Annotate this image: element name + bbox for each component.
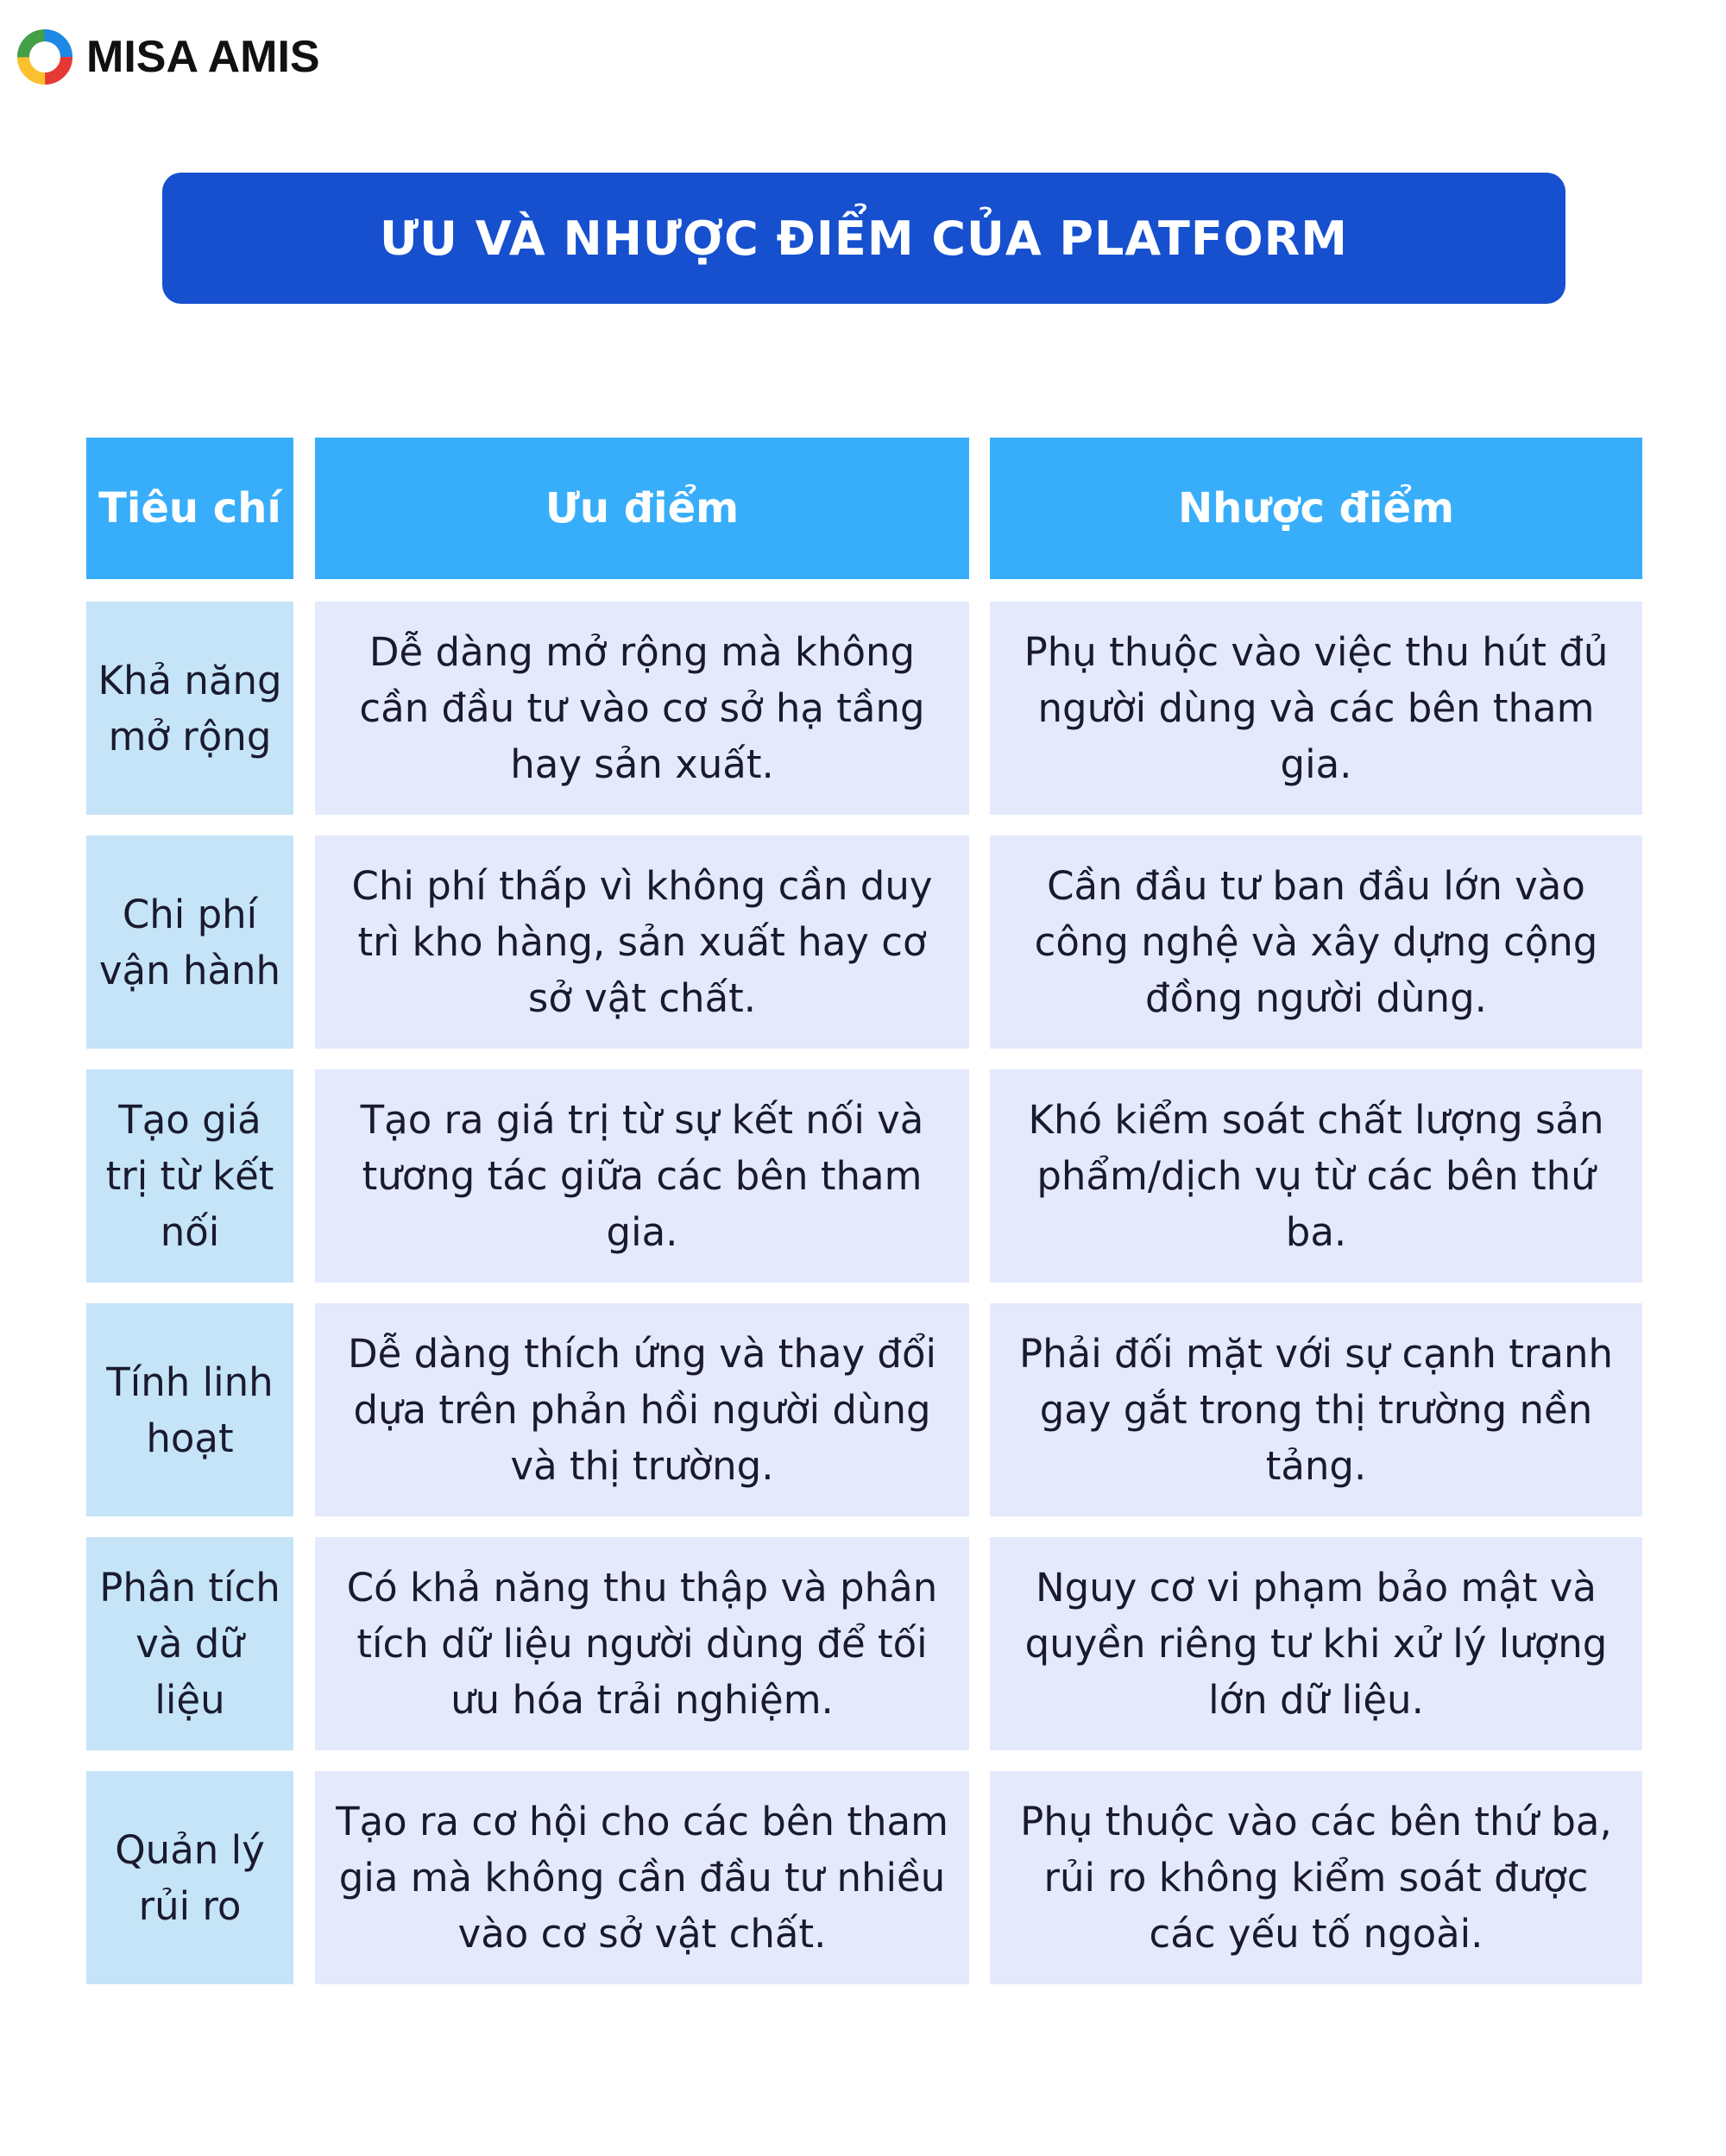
- pro-cell: Dễ dàng mở rộng mà không cần đầu tư vào cơ sở hạ tầng hay sản xuất.: [315, 602, 969, 815]
- con-cell: Khó kiểm soát chất lượng sản phẩm/dịch vụ từ các bên thứ ba.: [990, 1069, 1642, 1283]
- pro-cell: Dễ dàng thích ứng và thay đổi dựa trên phản hồi người dùng và thị trường.: [315, 1303, 969, 1516]
- header-cons: Nhược điểm: [990, 438, 1642, 579]
- con-cell: Cần đầu tư ban đầu lớn vào công nghệ và xây dựng cộng đồng người dùng.: [990, 835, 1642, 1049]
- criterion-cell: Tạo giá trị từ kết nối: [86, 1069, 293, 1283]
- criterion-cell: Khả năng mở rộng: [86, 602, 293, 815]
- pro-cell: Tạo ra cơ hội cho các bên tham gia mà không cần đầu tư nhiều vào cơ sở vật chất.: [315, 1771, 969, 1984]
- criterion-cell: Quản lý rủi ro: [86, 1771, 293, 1984]
- header-criteria: Tiêu chí: [86, 438, 293, 579]
- con-cell: Phải đối mặt với sự cạnh tranh gay gắt trong thị trường nền tảng.: [990, 1303, 1642, 1516]
- misa-amis-logo-icon: [16, 28, 74, 86]
- criterion-cell: Chi phí vận hành: [86, 835, 293, 1049]
- brand-logo: [16, 26, 320, 88]
- pro-cell: Có khả năng thu thập và phân tích dữ liệu người dùng để tối ưu hóa trải nghiệm.: [315, 1537, 969, 1750]
- con-cell: Phụ thuộc vào các bên thứ ba, rủi ro không kiểm soát được các yếu tố ngoài.: [990, 1771, 1642, 1984]
- title-banner: [162, 173, 1565, 304]
- con-cell: Phụ thuộc vào việc thu hút đủ người dùng và các bên tham gia.: [990, 602, 1642, 815]
- page-title: ƯU VÀ NHƯỢC ĐIỂM CỦA PLATFORM: [380, 211, 1348, 266]
- header-pros: Ưu điểm: [315, 438, 969, 579]
- con-cell: Nguy cơ vi phạm bảo mật và quyền riêng tư khi xử lý lượng lớn dữ liệu.: [990, 1537, 1642, 1750]
- criterion-cell: Phân tích và dữ liệu: [86, 1537, 293, 1750]
- pro-cell: Chi phí thấp vì không cần duy trì kho hàng, sản xuất hay cơ sở vật chất.: [315, 835, 969, 1049]
- brand-name: MISA AMIS: [86, 32, 320, 82]
- pro-cell: Tạo ra giá trị từ sự kết nối và tương tác giữa các bên tham gia.: [315, 1069, 969, 1283]
- criterion-cell: Tính linh hoạt: [86, 1303, 293, 1516]
